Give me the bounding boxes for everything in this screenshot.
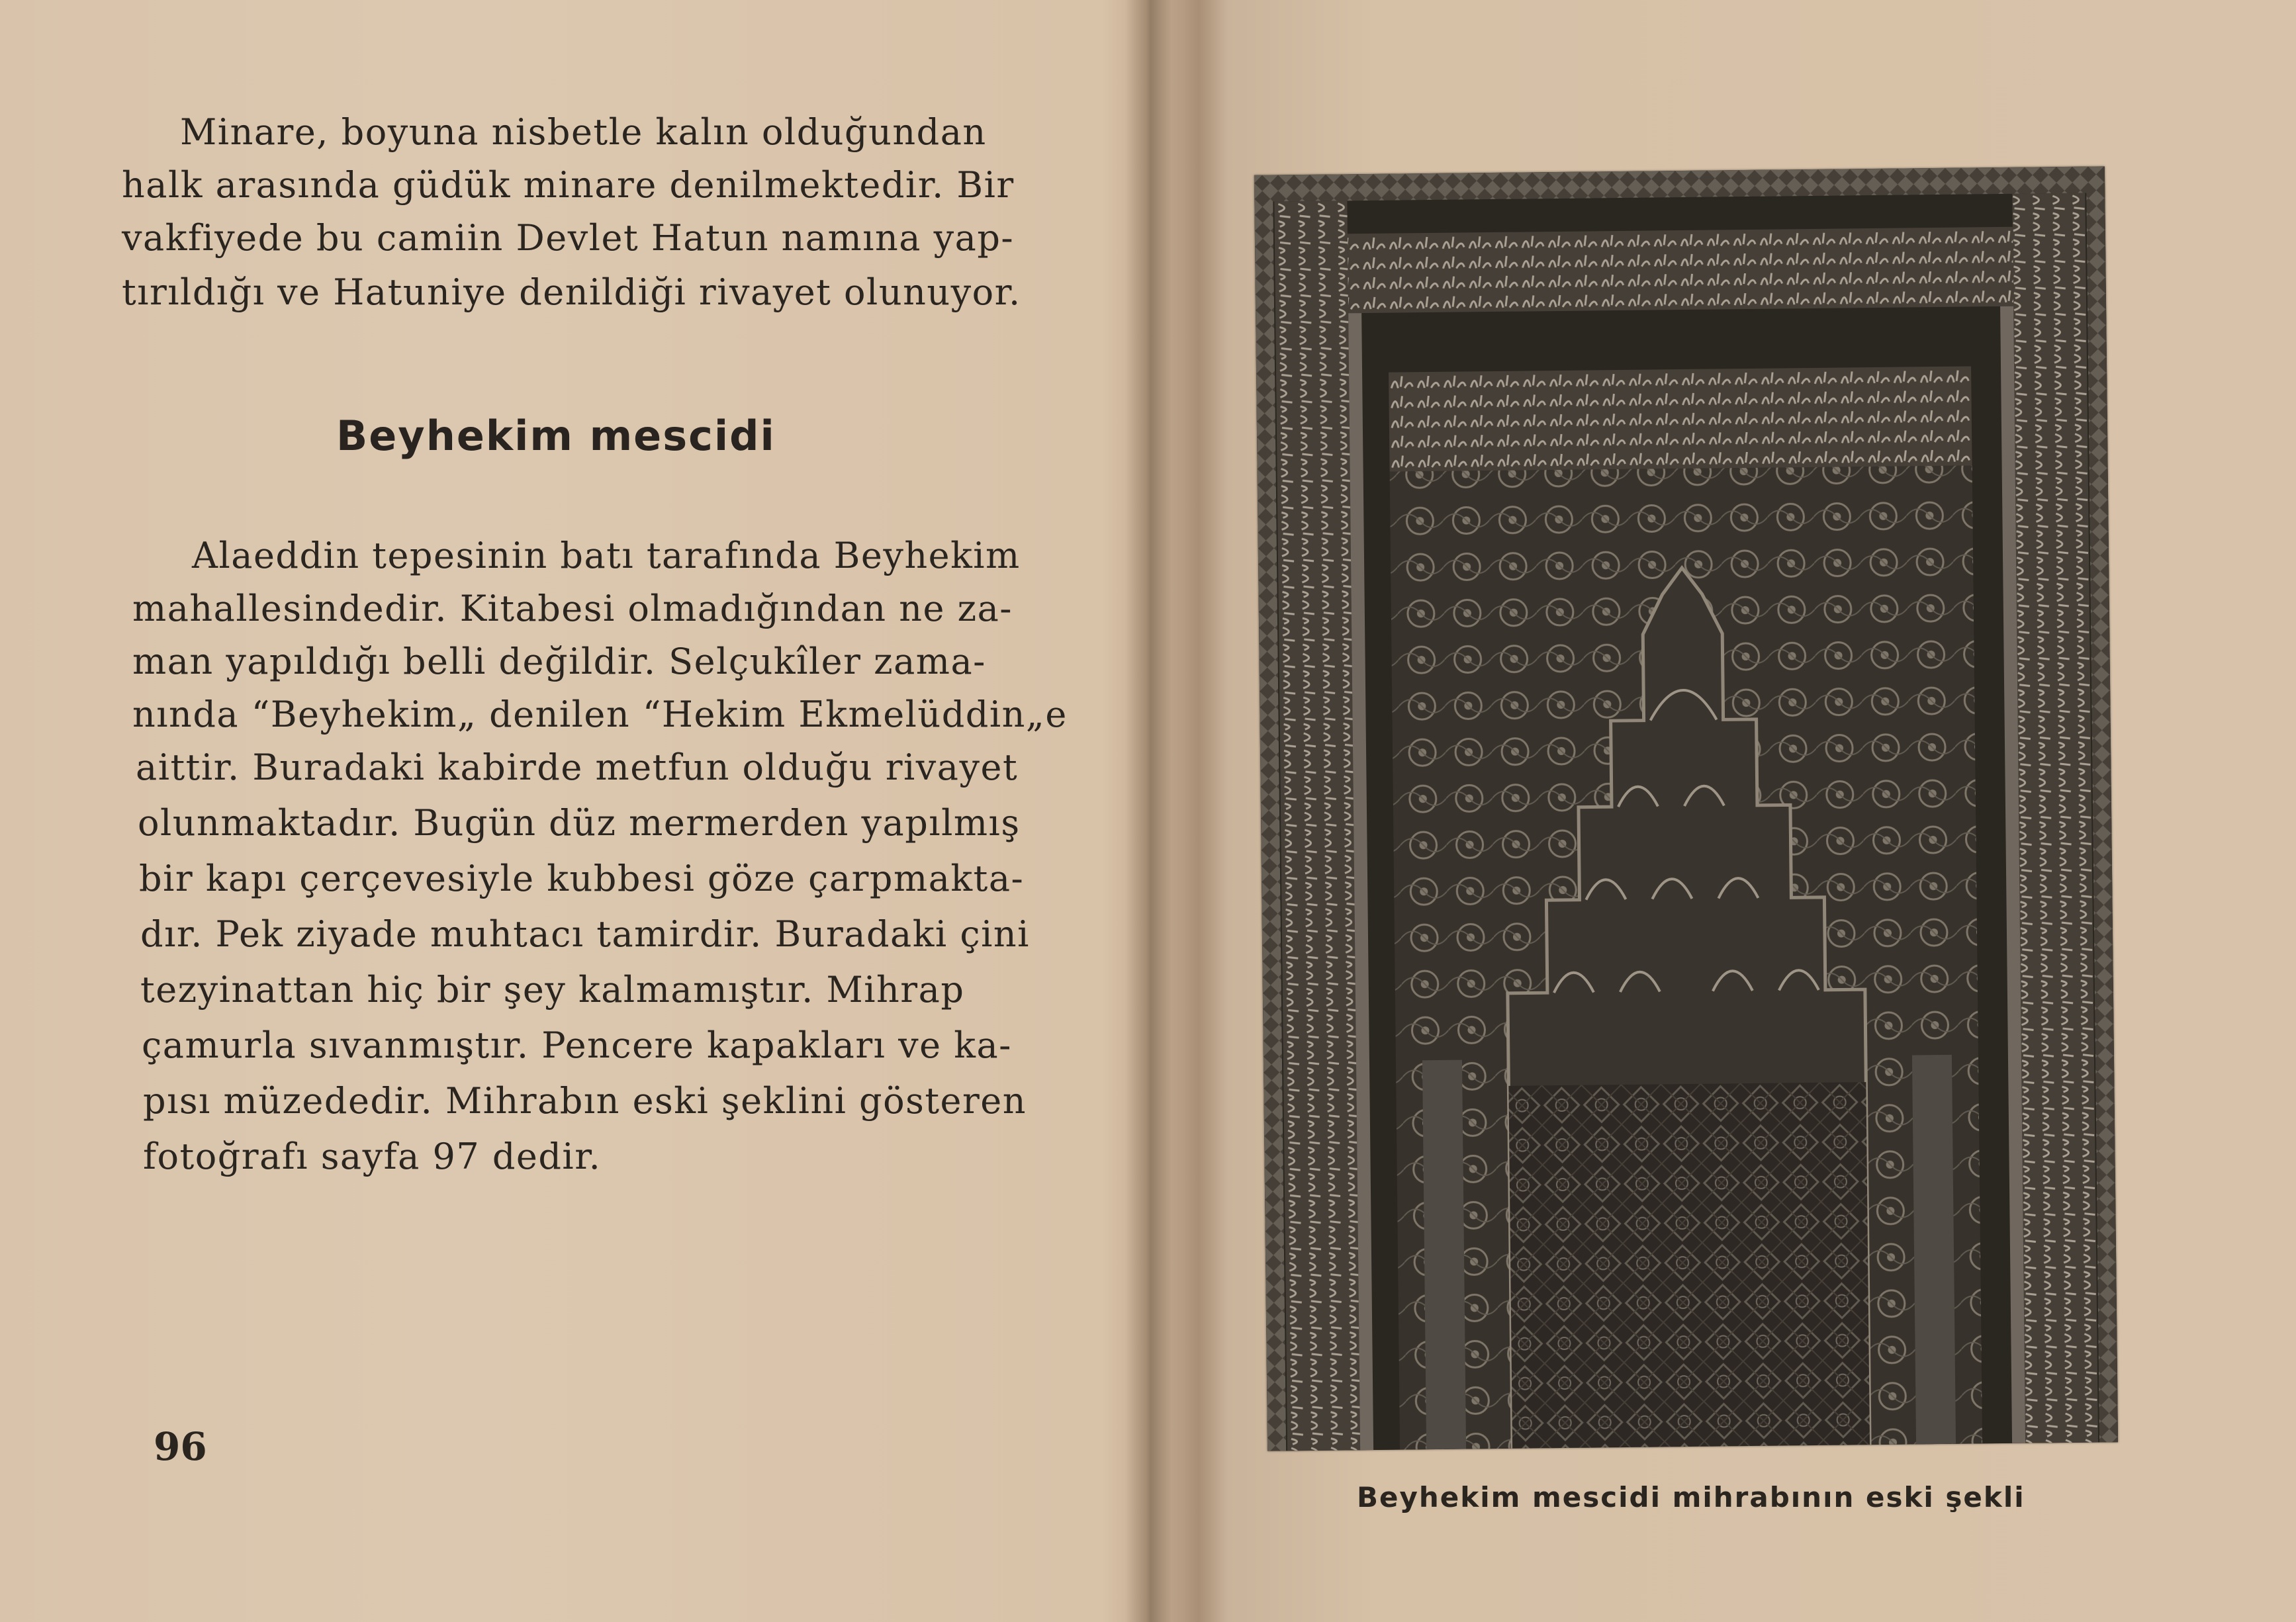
body-line: tezyinattan hiç bir şey kalmamıştır. Mihrap [140, 969, 965, 1011]
mihrab-photograph [1254, 166, 2118, 1451]
intro-line: vakfiyede bu camiin Devlet Hatun namına yap- [122, 217, 1015, 259]
intro-line: tırıldığı ve Hatuniye denildiği rivayet olunuyor. [122, 271, 1021, 313]
left-page [0, 0, 1145, 1622]
body-line: aittir. Buradaki kabirde metfun olduğu rivayet [136, 746, 1019, 788]
body-line: fotoğrafı sayfa 97 dedir. [143, 1136, 602, 1177]
body-line: olunmaktadır. Bugün düz mermerden yapılmış [138, 802, 1021, 844]
body-line: pısı müzededir. Mihrabın eski şeklini gösteren [143, 1080, 1027, 1122]
intro-line: Minare, boyuna nisbetle kalın olduğundan [180, 111, 987, 153]
body-line: dır. Pek ziyade muhtacı tamirdir. Buradaki çini [140, 913, 1030, 955]
mihrab-image [1254, 166, 2118, 1451]
body-line: Alaeddin tepesinin batı tarafında Beyhekim [192, 535, 1021, 576]
intro-line: halk arasında güdük minare denilmektedir. Bir [122, 164, 1015, 206]
section-heading: Beyhekim mescidi [336, 412, 776, 460]
page-number: 96 [154, 1424, 207, 1469]
photo-caption: Beyhekim mescidi mihrabının eski şekli [1357, 1481, 2025, 1513]
body-line: mahallesindedir. Kitabesi olmadığından ne za- [132, 588, 1013, 629]
body-line: çamurla sıvanmıştır. Pencere kapakları ve ka- [142, 1024, 1012, 1066]
body-line: nında “Beyhekim„ denilen “Hekim Ekmelüddin„e [132, 694, 1068, 735]
body-line: man yapıldığı belli değildir. Selçukîler zama- [132, 641, 986, 682]
body-line: bir kapı çerçevesiyle kubbesi göze çarpmakta- [139, 858, 1025, 899]
